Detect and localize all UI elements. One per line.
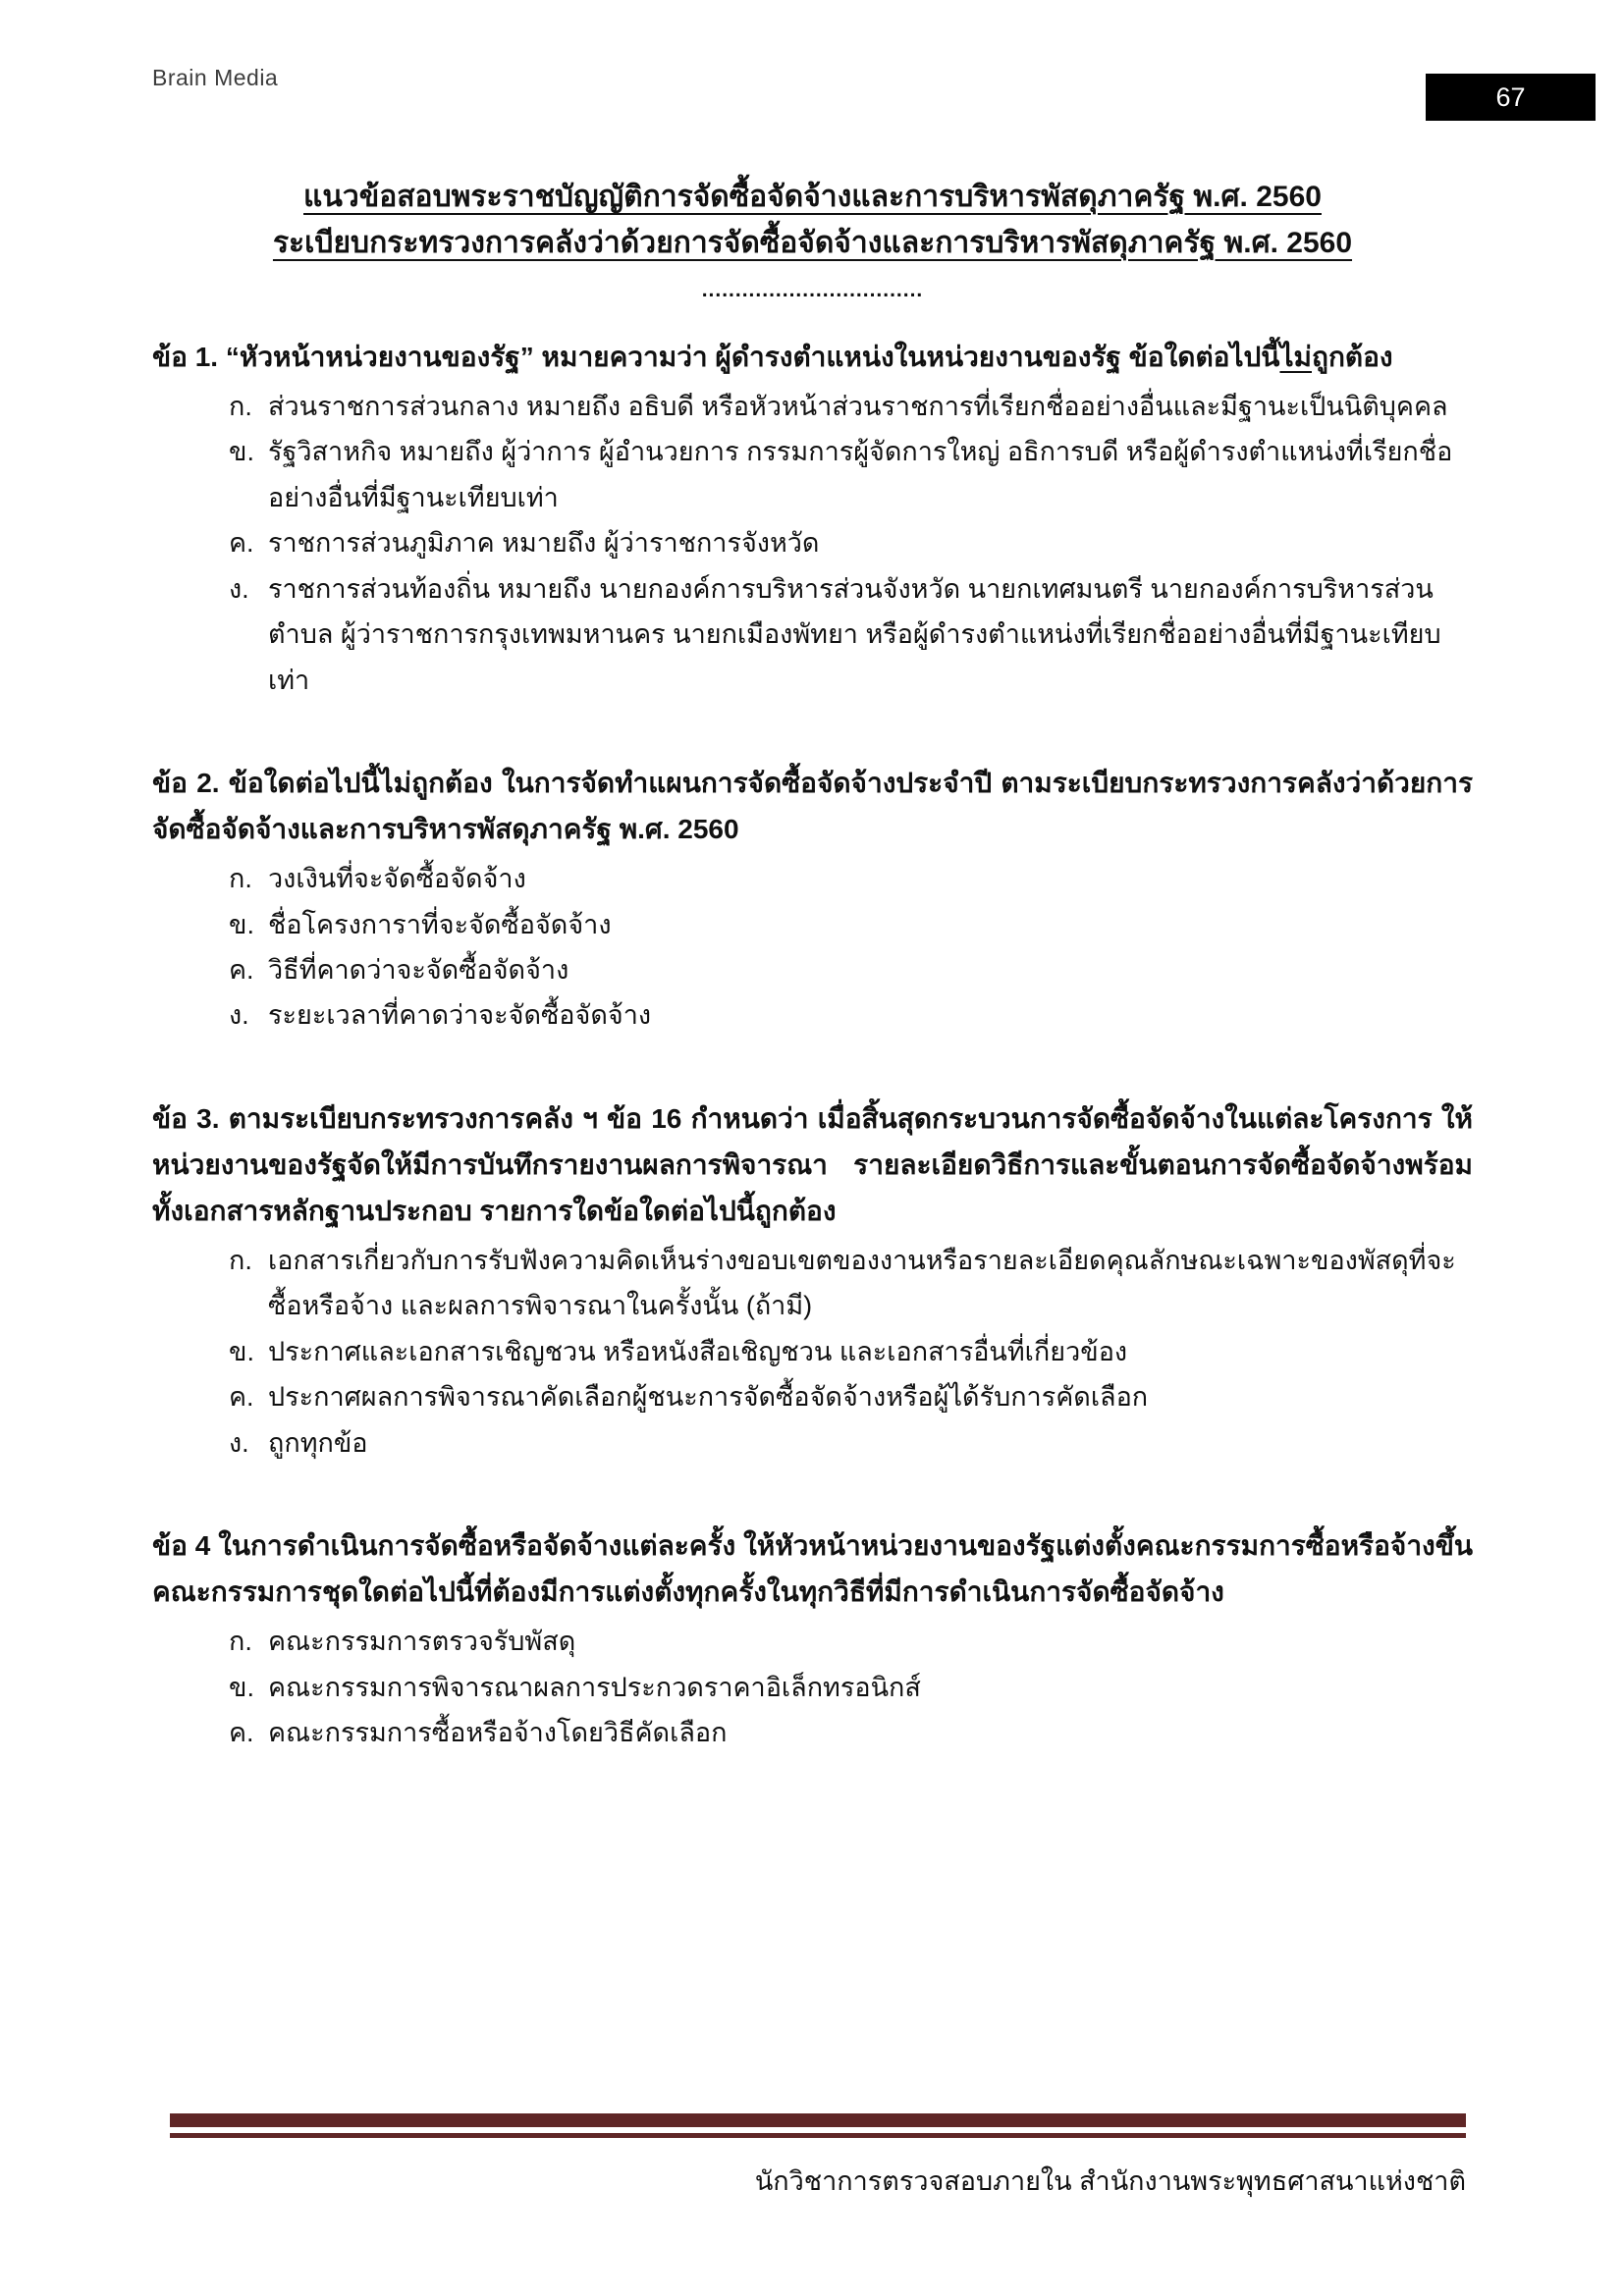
choice-letter: ง. xyxy=(229,1427,249,1458)
question-stem xyxy=(152,1095,1473,1234)
question-stem-emphasis: ไม่ xyxy=(1279,342,1312,372)
choice-letter: ง. xyxy=(229,573,249,604)
document-title-line-1: แนวข้อสอบพระราชบัญญัติการจัดซื้อจัดจ้างและการบริหารพัสดุภาครัฐ พ.ศ. 2560 xyxy=(303,181,1322,213)
choice-letter: ข. xyxy=(229,437,254,467)
question-stem xyxy=(152,760,1473,852)
choice-item xyxy=(229,384,1473,429)
page-number: 67 xyxy=(1495,81,1526,112)
choice-item xyxy=(229,1238,1473,1329)
page-footer xyxy=(170,2113,1466,2202)
choice-text: วิธีที่คาดว่าจะจัดซื้อจัดจ้าง xyxy=(268,955,569,986)
choice-text: ราชการส่วนท้องถิ่น หมายถึง นายกองค์การบริหารส่วนจังหวัด นายกเทศมนตรี นายกองค์การบริหารส่วนตำบล ผู้ว่าราชการกรุงเทพมหานคร นายกเมืองพัทยา หรือผู้ดำรงตำแหน่งที่เรียกชื่ออย่างอื่นที่มีฐานะเทียบเท่า xyxy=(268,573,1441,695)
question-stem xyxy=(152,1522,1473,1615)
choice-list xyxy=(229,1619,1473,1755)
choice-letter: ก. xyxy=(229,392,252,422)
question-3 xyxy=(152,1095,1473,1466)
question-stem xyxy=(152,334,1473,380)
choice-letter: ข. xyxy=(229,1336,254,1366)
choice-item xyxy=(229,992,1473,1038)
choice-text: คณะกรรมการพิจารณาผลการประกวดราคาอิเล็กทรอนิกส์ xyxy=(268,1672,921,1702)
question-stem-text: ข้อ 4 ในการดำเนินการจัดซื้อหรือจัดจ้างแต่ละครั้ง ให้หัวหน้าหน่วยงานของรัฐแต่งตั้งคณะกรรมการซื้อหรือจ้างขึ้น คณะกรรมการชุดใดต่อไปนี้ที่ต้องมีการแต่งตั้งทุกครั้งในทุกวิธีที่มีการดำเนินการจัดซื้อจัดจ้าง xyxy=(152,1530,1473,1608)
choice-letter: ค. xyxy=(229,1718,254,1748)
question-2 xyxy=(152,760,1473,1039)
footer-rule-thin xyxy=(170,2133,1466,2138)
dotted-divider: ................................. xyxy=(701,279,924,301)
choice-item xyxy=(229,520,1473,565)
title-block xyxy=(152,175,1473,300)
choice-item xyxy=(229,1710,1473,1755)
choice-text: ประกาศผลการพิจารณาคัดเลือกผู้ชนะการจัดซื้อจัดจ้างหรือผู้ได้รับการคัดเลือก xyxy=(268,1382,1149,1413)
choice-text: ถูกทุกข้อ xyxy=(268,1427,368,1458)
document-title-line-2: ระเบียบกระทรวงการคลังว่าด้วยการจัดซื้อจัดจ้างและการบริหารพัสดุภาครัฐ พ.ศ. 2560 xyxy=(272,226,1353,259)
choice-text: เอกสารเกี่ยวกับการรับฟังความคิดเห็นร่างขอบเขตของงานหรือรายละเอียดคุณลักษณะเฉพาะของพัสดุที่จะซื้อหรือจ้าง และผลการพิจารณาในครั้งนั้น (ถ้ามี) xyxy=(268,1246,1456,1321)
question-stem-text: ถูกต้อง xyxy=(1312,342,1393,372)
question-1 xyxy=(152,334,1473,703)
choice-text: คณะกรรมการตรวจรับพัสดุ xyxy=(268,1627,576,1657)
page-content xyxy=(152,175,1473,1756)
choice-letter: ค. xyxy=(229,955,254,986)
choice-letter: ข. xyxy=(229,1672,254,1702)
choice-text: คณะกรรมการซื้อหรือจ้างโดยวิธีคัดเลือก xyxy=(268,1718,728,1748)
choice-letter: ข. xyxy=(229,909,254,939)
page-number-box xyxy=(1426,74,1596,121)
choice-item xyxy=(229,1329,1473,1374)
question-stem-text: ข้อ 3. ตามระเบียบกระทรวงการคลัง ฯ ข้อ 16 กำหนดว่า เมื่อสิ้นสุดกระบวนการจัดซื้อจัดจ้างในแต่ละโครงการ ให้หน่วยงานของรัฐจัดให้มีการบันทึกรายงานผลการพิจารณา รายละเอียดวิธีการและขั้นตอนการจัดซื้อจัดจ้างพร้อมทั้งเอกสารหลักฐานประกอบ รายการใดข้อใดต่อไปนี้ถูกต้อง xyxy=(152,1102,1473,1226)
footer-text: นักวิชาการตรวจสอบภายใน สำนักงานพระพุทธศาสนาแห่งชาติ xyxy=(754,2166,1466,2196)
choice-item xyxy=(229,947,1473,992)
choice-item xyxy=(229,566,1473,703)
choice-letter: ก. xyxy=(229,1627,252,1657)
footer-rule-thick xyxy=(170,2113,1466,2127)
choice-letter: ก. xyxy=(229,1246,252,1275)
choice-item xyxy=(229,902,1473,947)
choice-item xyxy=(229,1374,1473,1419)
choice-text: รัฐวิสาหกิจ หมายถึง ผู้ว่าการ ผู้อำนวยการ กรรมการผู้จัดการใหญ่ อธิการบดี หรือผู้ดำรงตำแหน่งที่เรียกชื่ออย่างอื่นที่มีฐานะเทียบเท่า xyxy=(268,437,1453,512)
question-stem-text: ข้อ 2. ข้อใดต่อไปนี้ไม่ถูกต้อง ในการจัดทำแผนการจัดซื้อจัดจ้างประจำปี ตามระเบียบกระทรวงการคลังว่าด้วยการจัดซื้อจัดจ้างและการบริหารพัสดุภาครัฐ พ.ศ. 2560 xyxy=(152,768,1473,845)
choice-text: ประกาศและเอกสารเชิญชวน หรือหนังสือเชิญชวน และเอกสารอื่นที่เกี่ยวข้อง xyxy=(268,1336,1128,1366)
choice-item xyxy=(229,1420,1473,1466)
choice-list xyxy=(229,384,1473,703)
choice-letter: ค. xyxy=(229,1382,254,1413)
choice-item xyxy=(229,1619,1473,1664)
choice-letter: ง. xyxy=(229,1000,249,1031)
choice-item xyxy=(229,429,1473,520)
choice-item xyxy=(229,1665,1473,1710)
choice-text: วงเงินที่จะจัดซื้อจัดจ้าง xyxy=(268,864,526,894)
questions xyxy=(152,334,1473,1756)
choice-letter: ค. xyxy=(229,528,254,559)
question-stem-text: ข้อ 1. “หัวหน้าหน่วยงานของรัฐ” หมายความว่า ผู้ดำรงตำแหน่งในหน่วยงานของรัฐ ข้อใดต่อไปนี้ xyxy=(152,342,1280,372)
choice-list xyxy=(229,856,1473,1039)
choice-list xyxy=(229,1238,1473,1466)
question-4 xyxy=(152,1522,1473,1755)
brand-text: Brain Media xyxy=(152,65,279,90)
choice-item xyxy=(229,856,1473,901)
choice-text: ชื่อโครงการาที่จะจัดซื้อจัดจ้าง xyxy=(268,909,612,939)
choice-text: ราชการส่วนภูมิภาค หมายถึง ผู้ว่าราชการจังหวัด xyxy=(268,528,820,559)
choice-letter: ก. xyxy=(229,864,252,894)
choice-text: ระยะเวลาที่คาดว่าจะจัดซื้อจัดจ้าง xyxy=(268,1000,652,1031)
choice-text: ส่วนราชการส่วนกลาง หมายถึง อธิบดี หรือหัวหน้าส่วนราชการที่เรียกชื่ออย่างอื่นและมีฐานะเป็นนิติบุคคล xyxy=(268,392,1448,422)
